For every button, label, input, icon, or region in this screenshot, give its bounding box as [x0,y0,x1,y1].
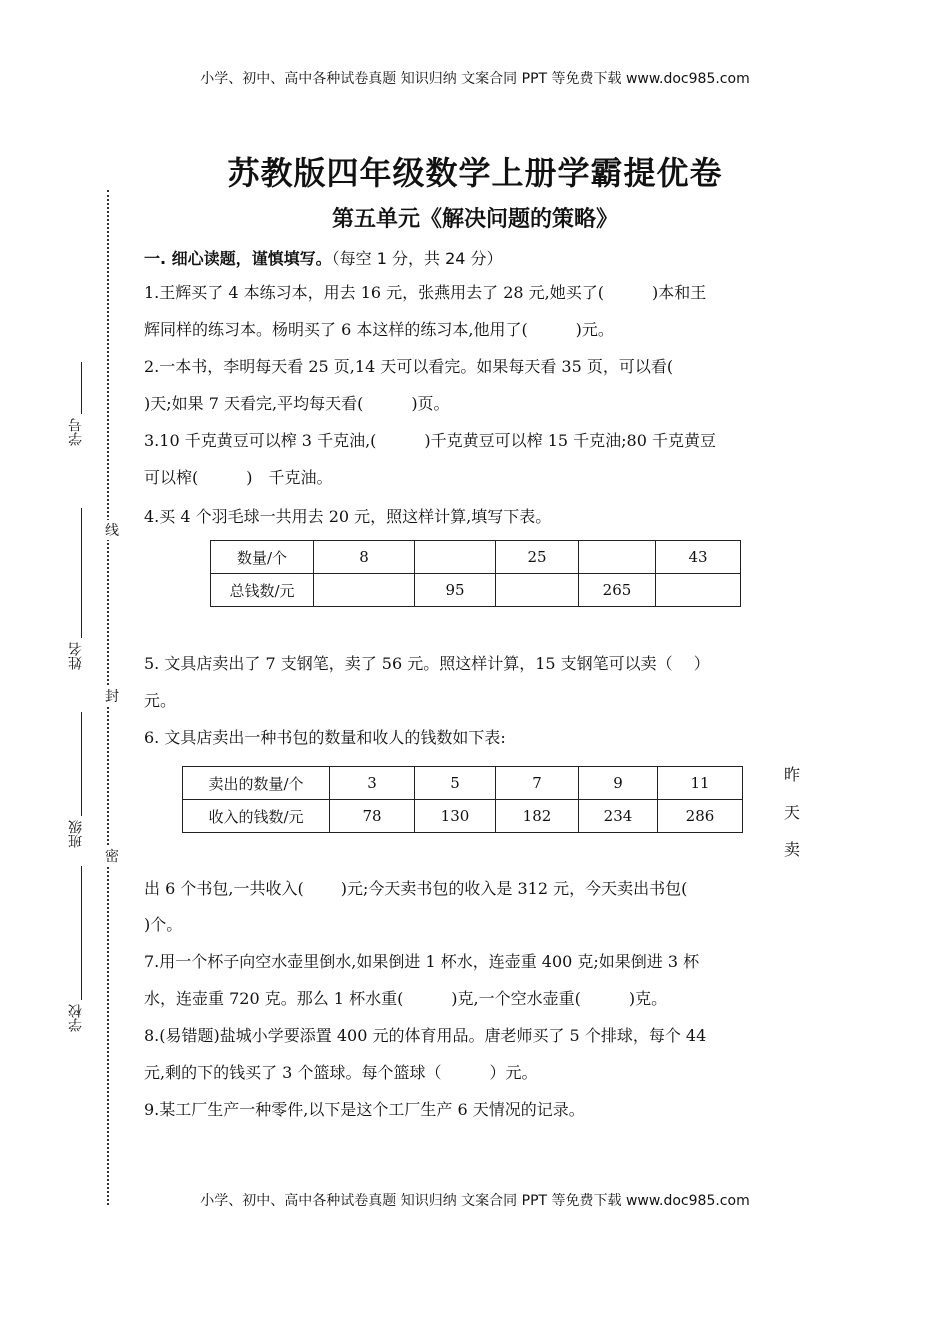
question-9: 9.某工厂生产一种零件,以下是这个工厂生产 6 天情况的记录。 [144,1100,585,1119]
table-row [183,800,743,833]
side-label-school: 学校 [68,1004,84,1032]
table-cell: 182 [496,800,579,833]
table-cell: 234 [579,800,658,833]
question-6-wrap-char: 天 [783,803,800,822]
binding-char-mi: 密 [104,846,120,866]
section-note: （每空 1 分，共 24 分） [331,249,503,268]
table-cell: 25 [496,541,579,574]
side-fill-line-student-no [81,362,82,414]
question-4: 4.买 4 个羽毛球一共用去 20 元，照这样计算,填写下表。 [144,507,552,526]
question-1-line-2: 辉同样的练习本。杨明买了 6 本这样的练习本,他用了( )元。 [144,320,614,339]
exam-subtitle: 第五单元《解决问题的策略》 [331,207,618,232]
question-2-line-2: )天;如果 7 天看完,平均每天看( )页。 [144,394,450,413]
shuttlecock-table [210,540,741,607]
section-heading [144,246,503,269]
page-footer: 小学、初中、高中各种试卷真题 知识归纳 文案合同 PPT 等免费下载 www.doc985.com [200,1193,750,1209]
schoolbag-table [182,766,743,833]
table-cell [415,541,496,574]
table-cell: 95 [415,574,496,607]
question-6-wrap-char: 昨 [783,765,800,784]
question-6-line-1: 出 6 个书包,一共收入( )元;今天卖书包的收入是 312 元，今天卖出书包( [144,879,688,898]
table-cell [579,541,656,574]
table-row [211,574,741,607]
question-7-line-1: 7.用一个杯子向空水壶里倒水,如果倒进 1 杯水，连壶重 400 克;如果倒进 3 杯 [144,952,700,971]
question-3-line-2: 可以榨( ) 千克油。 [144,468,333,487]
question-7-line-2: 水，连壶重 720 克。那么 1 杯水重( )克,一个空水壶重( )克。 [144,989,668,1008]
question-6-line-2: )个。 [144,915,183,934]
question-6: 6. 文具店卖出一种书包的数量和收人的钱数如下表: [144,728,506,747]
table-cell: 8 [314,541,415,574]
binding-char-xian: 线 [104,520,120,540]
table-cell: 130 [415,800,496,833]
table-cell: 7 [496,767,579,800]
question-2-line-1: 2.一本书，李明每天看 25 页,14 天可以看完。如果每天看 35 页，可以看( [144,357,674,376]
binding-char-feng: 封 [104,686,120,706]
table-cell [314,574,415,607]
question-3-line-1: 3.10 千克黄豆可以榨 3 千克油,( )千克黄豆可以榨 15 千克油;80 千克黄豆 [144,431,717,450]
table-row [211,541,741,574]
table-cell: 265 [579,574,656,607]
table-cell: 总钱数/元 [211,574,314,607]
question-5-line-1: 5. 文具店卖出了 7 支钢笔，卖了 56 元。照这样计算，15 支钢笔可以卖（ ） [144,654,710,673]
table-cell: 收入的钱数/元 [183,800,330,833]
table-cell: 286 [658,800,743,833]
question-8-line-2: 元,剩的下的钱买了 3 个篮球。每个篮球（ ）元。 [144,1063,538,1082]
side-fill-line-class [81,712,82,816]
table-cell: 数量/个 [211,541,314,574]
side-fill-line-school [81,866,82,1000]
question-1-line-1: 1.王辉买了 4 本练习本，用去 16 元，张燕用去了 28 元,她买了( )本和王 [144,283,707,302]
exam-title: 苏教版四年级数学上册学霸提优卷 [227,154,723,192]
table-cell: 9 [579,767,658,800]
table-cell: 11 [658,767,743,800]
side-label-name: 姓名 [68,642,84,670]
side-label-class: 班级 [68,820,84,848]
table-cell: 3 [330,767,415,800]
table-cell: 43 [656,541,741,574]
table-cell: 78 [330,800,415,833]
side-label-student-no: 学号 [68,418,84,446]
table-cell [656,574,741,607]
page-header: 小学、初中、高中各种试卷真题 知识归纳 文案合同 PPT 等免费下载 www.doc985.com [200,71,750,87]
table-cell: 5 [415,767,496,800]
question-6-wrap-char: 卖 [783,840,800,859]
question-8-line-1: 8.(易错题)盐城小学要添置 400 元的体育用品。唐老师买了 5 个排球，每个 44 [144,1026,707,1045]
question-5-line-2: 元。 [144,691,177,710]
side-fill-line-name [81,508,82,638]
table-cell [496,574,579,607]
section-label: 一. 细心读题，谨慎填写。 [144,249,332,268]
table-row [183,767,743,800]
table-cell: 卖出的数量/个 [183,767,330,800]
